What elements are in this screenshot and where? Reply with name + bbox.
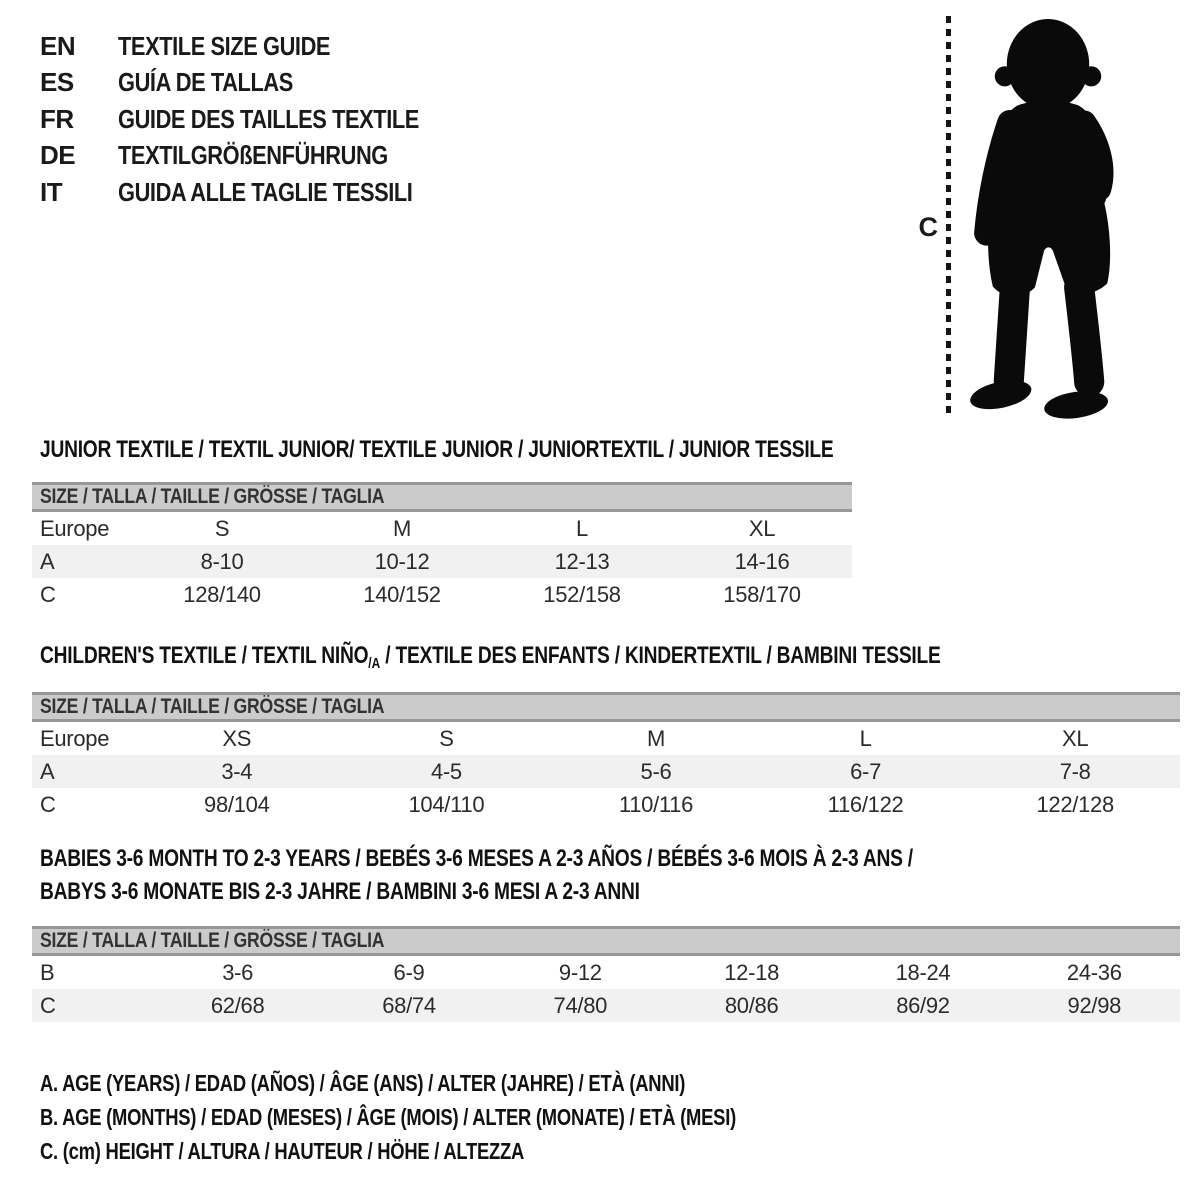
- lang-title: GUIDE DES TAILLES TEXTILE: [118, 103, 419, 134]
- lang-title: TEXTILE SIZE GUIDE: [118, 30, 331, 61]
- babies-section-title: [40, 842, 913, 908]
- size-header-label: SIZE / TALLA / TAILLE / GRÖSSE / TAGLIA: [40, 695, 385, 718]
- lang-code: DE: [40, 140, 76, 171]
- row-label: C: [40, 791, 56, 817]
- lang-row-fr: [40, 101, 476, 138]
- table-cell: 12-13: [554, 548, 610, 574]
- table-cell: 6-7: [850, 758, 882, 784]
- junior-size-table: [32, 482, 852, 611]
- height-measure-label: C: [918, 212, 938, 242]
- table-cell: S: [439, 725, 454, 751]
- table-cell: XL: [1062, 725, 1089, 751]
- table-cell: 110/116: [618, 791, 694, 817]
- row-label: Europe: [40, 725, 110, 751]
- height-measure-dashed-line: [946, 16, 951, 418]
- table-cell: 152/158: [543, 581, 621, 607]
- table-cell: 92/98: [1067, 992, 1122, 1018]
- table-row: [32, 545, 852, 578]
- legend-notes: [40, 1066, 910, 1168]
- table-cell: 5-6: [640, 758, 672, 784]
- table-cell: 122/128: [1036, 791, 1114, 817]
- lang-code: IT: [40, 176, 63, 207]
- size-header-label: SIZE / TALLA / TAILLE / GRÖSSE / TAGLIA: [40, 485, 385, 508]
- table-cell: 74/80: [553, 992, 608, 1018]
- children-title-subscript: /A: [368, 656, 381, 672]
- toddler-silhouette: [955, 12, 1141, 424]
- table-cell: 3-4: [221, 758, 253, 784]
- table-cell: 158/170: [723, 581, 801, 607]
- table-cell: 140/152: [363, 581, 441, 607]
- children-table-rows: [32, 722, 1180, 821]
- table-cell: 7-8: [1059, 758, 1091, 784]
- table-row: [32, 722, 1180, 755]
- lang-code: ES: [40, 67, 74, 98]
- table-cell: M: [392, 515, 412, 541]
- table-cell: 68/74: [382, 992, 436, 1018]
- table-cell: 116/122: [827, 791, 904, 817]
- babies-size-table: [32, 926, 1180, 1022]
- table-cell: L: [859, 725, 872, 751]
- table-cell: S: [214, 515, 230, 541]
- junior-table-rows: [32, 512, 852, 611]
- table-cell: 62/68: [210, 992, 265, 1018]
- lang-row-it: [40, 174, 476, 211]
- table-cell: 86/92: [896, 992, 950, 1018]
- table-row: [32, 512, 852, 545]
- table-cell: XL: [748, 515, 776, 541]
- size-header-bar: [32, 692, 1180, 722]
- lang-code: FR: [40, 103, 74, 134]
- row-label: A: [40, 548, 55, 574]
- row-label: C: [40, 992, 56, 1018]
- row-label: C: [40, 581, 56, 607]
- table-cell: 9-12: [558, 959, 602, 985]
- table-row: [32, 755, 1180, 788]
- table-cell: 8-10: [200, 548, 244, 574]
- lang-row-es: [40, 65, 476, 102]
- children-section-title: [40, 642, 941, 673]
- table-cell: 6-9: [393, 959, 425, 985]
- table-row: [32, 578, 852, 611]
- size-header-bar: [32, 926, 1180, 956]
- table-cell: XS: [222, 725, 252, 751]
- table-cell: 80/86: [724, 992, 779, 1018]
- row-label: Europe: [40, 515, 110, 541]
- size-header-label: SIZE / TALLA / TAILLE / GRÖSSE / TAGLIA: [40, 929, 385, 952]
- row-label: B: [40, 959, 55, 985]
- legend-note-a: A. AGE (YEARS) / EDAD (AÑOS) / ÂGE (ANS) / ALTER (JAHRE) / ETÀ (ANNI): [40, 1070, 686, 1096]
- lang-title: TEXTILGRÖßENFÜHRUNG: [118, 140, 388, 171]
- table-row: [32, 788, 1180, 821]
- language-title-list: [40, 28, 476, 211]
- lang-title: GUIDA ALLE TAGLIE TESSILI: [118, 176, 413, 207]
- lang-title: GUÍA DE TALLAS: [118, 67, 293, 98]
- children-title-part1: CHILDREN'S TEXTILE / TEXTIL NIÑO: [40, 642, 369, 669]
- table-cell: 10-12: [374, 548, 430, 574]
- junior-section-title: JUNIOR TEXTILE / TEXTIL JUNIOR/ TEXTILE JUNIOR / JUNIORTEXTIL / JUNIOR TESSILE: [40, 436, 834, 463]
- babies-table-rows: [32, 956, 1180, 1022]
- table-cell: 128/140: [183, 581, 261, 607]
- table-cell: M: [646, 725, 665, 751]
- table-cell: 4-5: [430, 758, 462, 784]
- lang-code: EN: [40, 30, 76, 61]
- size-header-bar: [32, 482, 852, 512]
- legend-note-b: B. AGE (MONTHS) / EDAD (MESES) / ÂGE (MOIS) / ALTER (MONATE) / ETÀ (MESI): [40, 1104, 736, 1130]
- children-size-table: [32, 692, 1180, 821]
- row-label: A: [40, 758, 55, 784]
- lang-row-de: [40, 138, 476, 175]
- table-cell: 12-18: [724, 959, 780, 985]
- table-cell: 98/104: [204, 791, 270, 817]
- table-cell: 24-36: [1066, 959, 1122, 985]
- table-cell: 104/110: [408, 791, 485, 817]
- table-row: [32, 956, 1180, 989]
- table-cell: 14-16: [734, 548, 790, 574]
- table-cell: 18-24: [895, 959, 951, 985]
- children-title-part2: / TEXTILE DES ENFANTS / KINDERTEXTIL / BAMBINI TESSILE: [380, 642, 941, 669]
- table-cell: 3-6: [222, 959, 254, 985]
- table-row: [32, 989, 1180, 1022]
- table-cell: L: [576, 515, 588, 541]
- lang-row-en: [40, 28, 476, 65]
- babies-title-line1: BABIES 3-6 MONTH TO 2-3 YEARS / BEBÉS 3-6 MESES A 2-3 AÑOS / BÉBÉS 3-6 MOIS À 2-3 ANS /: [40, 845, 913, 872]
- babies-title-line2: BABYS 3-6 MONATE BIS 2-3 JAHRE / BAMBINI 3-6 MESI A 2-3 ANNI: [40, 878, 640, 905]
- legend-note-c: C. (cm) HEIGHT / ALTURA / HAUTEUR / HÖHE / ALTEZZA: [40, 1138, 525, 1164]
